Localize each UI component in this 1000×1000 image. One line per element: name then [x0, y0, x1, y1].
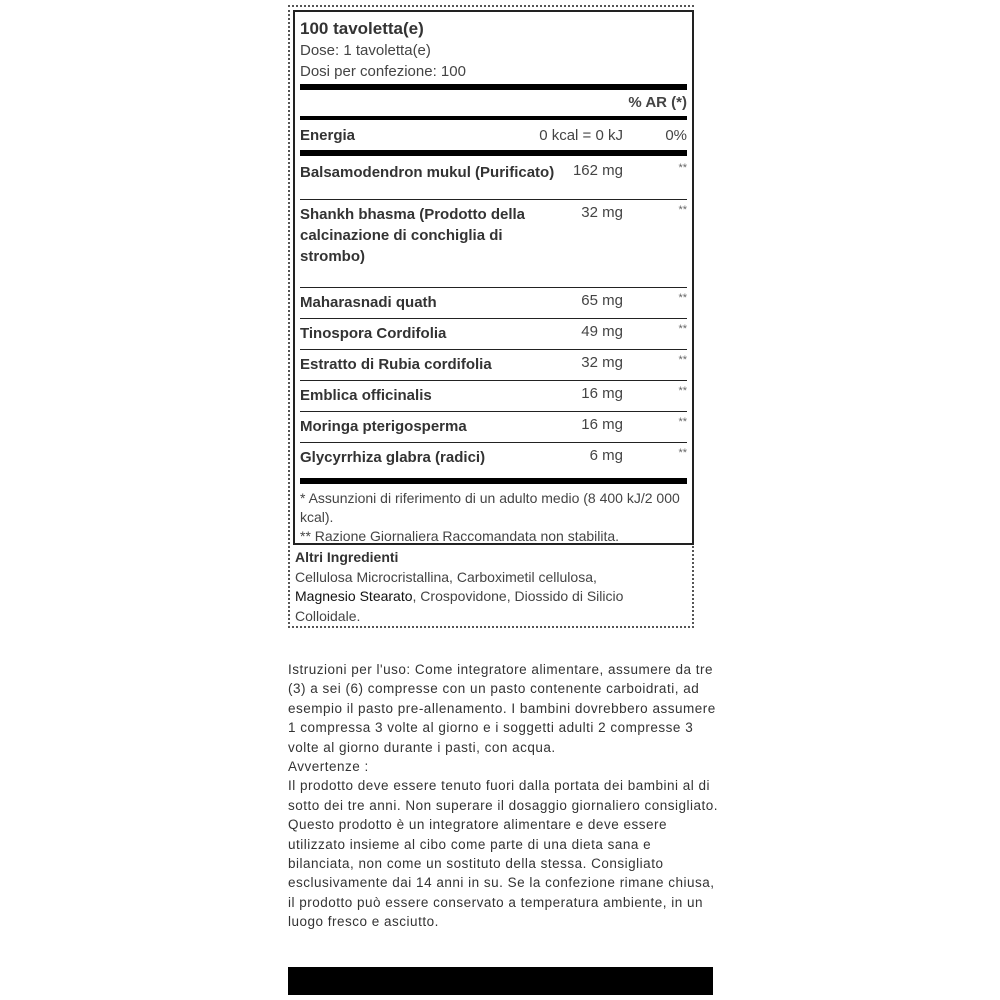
supplement-facts-panel: [293, 10, 694, 545]
ingredient-row: [300, 200, 687, 288]
ingredient-amount: 32 mg: [581, 204, 623, 221]
ingredient-ar-pct: **: [678, 292, 687, 304]
ingredient-row: [300, 350, 687, 381]
ingredient-name: Emblica officinalis: [300, 387, 432, 404]
ingredient-name: Tinospora Cordifolia: [300, 325, 447, 342]
ingredient-name: Moringa pterigosperma: [300, 418, 467, 435]
ingredient-amount: 162 mg: [572, 162, 623, 179]
ingredient-row: [300, 158, 687, 200]
ingredients-highlight: Magnesio Stearato: [295, 588, 413, 604]
ingredient-name: Balsamodendron mukul (Purificato): [300, 164, 555, 181]
ingredient-name: Estratto di Rubia cordifolia: [300, 356, 492, 373]
ingredient-name: Glycyrrhiza glabra (radici): [300, 449, 486, 466]
other-ingredients-text: [295, 568, 690, 627]
energy-amount: 0 kcal = 0 kJ: [539, 126, 623, 144]
ingredient-ar-pct: **: [678, 354, 687, 366]
footnote-rda: ** Razione Giornaliera Raccomandata non stabilita.: [300, 528, 620, 544]
dose-text: Dose: 1 tavoletta(e): [300, 42, 431, 59]
footnotes: [300, 484, 687, 546]
ingredient-row: [300, 381, 687, 412]
ingredients-part2: , Crospovidone, Diossido di Silicio Colloidale.: [295, 588, 624, 624]
ingredient-amount: 16 mg: [581, 416, 623, 433]
ar-column-header: % AR (*): [628, 94, 687, 111]
redacted-bar: [288, 967, 713, 995]
instructions-block: [288, 660, 718, 932]
other-ingredients-heading: Altri Ingredienti: [295, 549, 399, 565]
ingredients-part1: Cellulosa Microcristallina, Carboximetil cellulosa,: [295, 568, 597, 585]
energy-label: Energia: [300, 126, 356, 144]
ingredient-amount: 65 mg: [581, 292, 623, 309]
ingredient-ar-pct: **: [678, 162, 687, 174]
divider-thick: [300, 150, 687, 156]
ingredient-ar-pct: **: [678, 323, 687, 335]
warnings-text: Il prodotto deve essere tenuto fuori dalla portata dei bambini al di sotto dei tre anni. Non superare il dosaggio giornaliero consigliato. Questo prodotto è un integratore alimentare e deve essere utilizzato insieme al cibo come parte di una dieta sana e bilanciata, non come un sostituto della stessa. Consigliato esclusivamente dai 14 anni in su. Se la confezione rimane chiusa, il prodotto può essere conservato a temperatura ambiente, in un luogo fresco e asciutto.: [288, 778, 718, 930]
other-ingredients: [295, 548, 690, 626]
ingredient-ar-pct: **: [678, 385, 687, 397]
ingredient-amount: 49 mg: [581, 323, 623, 340]
ingredient-ar-pct: **: [678, 204, 687, 216]
pack-size-title: 100 tavoletta(e): [300, 19, 424, 38]
usage-instructions: Istruzioni per l'uso: Come integratore alimentare, assumere da tre (3) a sei (6) compresse con un pasto contenente carboidrati, ad esempio il pasto pre-allenamento. I bambini dovrebbero assumere 1 compressa 3 volte al giorno e i soggetti adulti 2 compresse 3 volte al giorno durante i pasti, con acqua.: [288, 662, 716, 755]
ingredient-amount: 6 mg: [589, 447, 623, 464]
ingredient-amount: 16 mg: [581, 385, 623, 402]
ingredient-name: Shankh bhasma (Prodotto della calcinazione di conchiglia di strombo): [300, 206, 526, 265]
ingredient-ar-pct: **: [678, 447, 687, 459]
ingredient-name: Maharasnadi quath: [300, 294, 437, 311]
energy-pct: 0%: [665, 126, 687, 144]
energy-row: [300, 120, 687, 150]
doses-per-pack-text: Dosi per confezione: 100: [300, 63, 466, 80]
footnote-reference-intake: * Assunzioni di riferimento di un adulto medio (8 400 kJ/2 000 kcal).: [300, 490, 680, 525]
warnings-heading: Avvertenze :: [288, 759, 369, 775]
ingredient-row: [300, 319, 687, 350]
ingredient-row: [300, 412, 687, 443]
ingredient-amount: 32 mg: [581, 354, 623, 371]
ingredient-ar-pct: **: [678, 416, 687, 428]
ingredient-row: [300, 443, 687, 474]
ingredient-row: [300, 288, 687, 319]
